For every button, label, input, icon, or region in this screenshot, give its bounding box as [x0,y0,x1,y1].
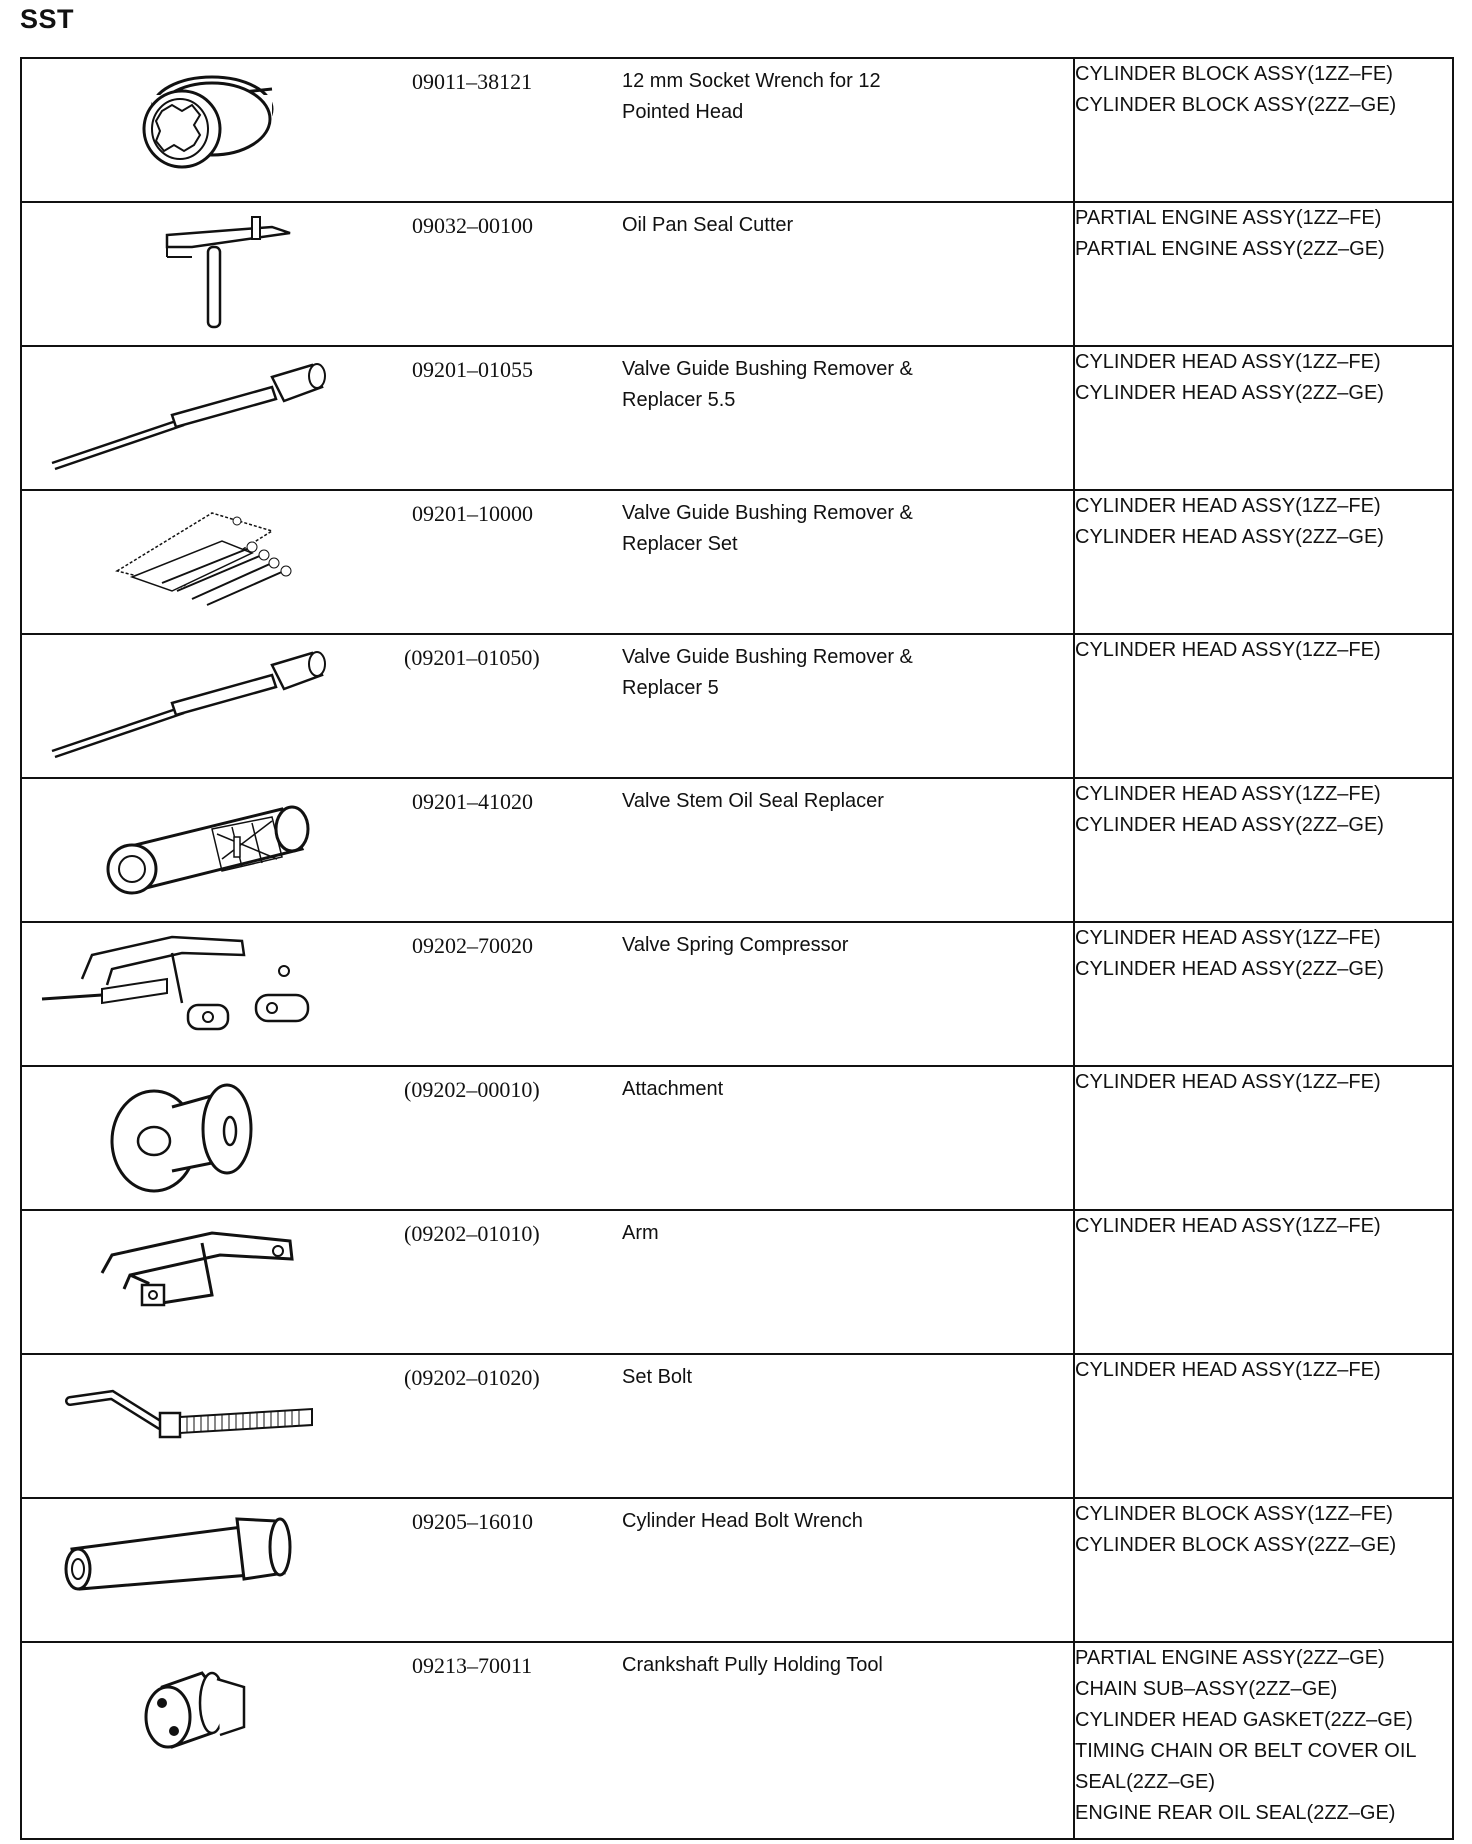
part-number: 09201–41020 [412,789,533,814]
bushing-remover-icon [22,635,362,775]
tool-name: Attachment [622,1078,724,1100]
bushing-remover-icon [22,347,362,487]
table-row [21,490,1453,634]
tool-name: Cylinder Head Bolt Wrench [622,1510,863,1532]
tool-info-cell [21,490,1074,634]
table-row [21,778,1453,922]
applies-to-item: CYLINDER BLOCK ASSY(2ZZ–GE) [1075,1534,1397,1556]
table-row [21,346,1453,490]
table-row [21,922,1453,1066]
applies-to-item: CYLINDER HEAD ASSY(2ZZ–GE) [1075,814,1384,836]
applies-to-item: CYLINDER HEAD ASSY(1ZZ–FE) [1075,351,1381,373]
seal-replacer-icon [22,779,362,919]
tool-name: Valve Guide Bushing Remover & Replacer 5 [622,646,913,699]
applies-to-cell [1074,1354,1453,1498]
part-number: 09202–70020 [412,933,533,958]
tool-info-cell [21,346,1074,490]
part-number: 09011–38121 [412,69,533,94]
tool-info-cell [21,634,1074,778]
applies-to-item: CYLINDER HEAD ASSY(1ZZ–FE) [1075,783,1381,805]
tool-name: 12 mm Socket Wrench for 12 Pointed Head [622,70,881,123]
page-title: SST [20,4,75,34]
set-bolt-icon [22,1355,362,1495]
applies-to-item: TIMING CHAIN OR BELT COVER OIL [1075,1740,1417,1762]
tool-name: Valve Stem Oil Seal Replacer [622,790,884,812]
table-row [21,1210,1453,1354]
tool-info-cell [21,1066,1074,1210]
table-row [21,1066,1453,1210]
tool-name: Set Bolt [622,1366,693,1388]
tool-name: Valve Spring Compressor [622,934,849,956]
tool-name: Oil Pan Seal Cutter [622,214,794,236]
tool-name: Valve Guide Bushing Remover & Replacer 5.5 [622,358,913,411]
tool-info-cell [21,58,1074,202]
part-number: 09213–70011 [412,1653,533,1678]
applies-to-cell [1074,202,1453,346]
applies-to-item: CYLINDER BLOCK ASSY(1ZZ–FE) [1075,1503,1393,1525]
part-number: 09205–16010 [412,1509,533,1534]
table-row [21,1354,1453,1498]
seal-cutter-icon [22,203,362,343]
pulley-holding-tool-icon [22,1643,362,1823]
applies-to-item: ENGINE REAR OIL SEAL(2ZZ–GE) [1075,1802,1396,1824]
applies-to-cell [1074,634,1453,778]
applies-to-item: SEAL(2ZZ–GE) [1075,1771,1216,1793]
applies-to-cell [1074,1498,1453,1642]
table-row [21,1642,1453,1839]
applies-to-item: CYLINDER HEAD ASSY(1ZZ–FE) [1075,639,1381,661]
tool-info-cell [21,202,1074,346]
tool-name: Crankshaft Pully Holding Tool [622,1654,883,1676]
applies-to-item: CHAIN SUB–ASSY(2ZZ–GE) [1075,1678,1338,1700]
table-row [21,1498,1453,1642]
part-number: 09201–01055 [412,357,533,382]
table-row [21,634,1453,778]
applies-to-item: PARTIAL ENGINE ASSY(2ZZ–GE) [1075,1647,1385,1669]
applies-to-item: CYLINDER HEAD ASSY(1ZZ–FE) [1075,1359,1381,1381]
applies-to-cell [1074,922,1453,1066]
applies-to-cell [1074,1642,1453,1839]
applies-to-item: PARTIAL ENGINE ASSY(1ZZ–FE) [1075,207,1382,229]
tool-info-cell [21,1354,1074,1498]
arm-icon [22,1211,362,1351]
tool-info-cell [21,1642,1074,1839]
applies-to-cell [1074,778,1453,922]
bushing-set-icon [22,491,362,631]
table-row [21,202,1453,346]
applies-to-item: CYLINDER HEAD ASSY(1ZZ–FE) [1075,495,1381,517]
applies-to-cell [1074,1066,1453,1210]
applies-to-item: CYLINDER HEAD ASSY(1ZZ–FE) [1075,1071,1381,1093]
socket-wrench-icon [22,59,362,199]
tool-info-cell [21,778,1074,922]
part-number: (09202–01020) [404,1365,540,1390]
applies-to-item: CYLINDER HEAD ASSY(2ZZ–GE) [1075,958,1384,980]
applies-to-item: CYLINDER HEAD ASSY(1ZZ–FE) [1075,1215,1381,1237]
tool-name: Arm [622,1222,659,1244]
sst-table [20,57,1454,1840]
part-number: 09201–10000 [412,501,533,526]
applies-to-cell [1074,490,1453,634]
applies-to-item: CYLINDER BLOCK ASSY(1ZZ–FE) [1075,63,1393,85]
applies-to-cell [1074,58,1453,202]
part-number: 09032–00100 [412,213,533,238]
part-number: (09202–01010) [404,1221,540,1246]
spring-compressor-icon [22,923,362,1063]
applies-to-item: CYLINDER HEAD ASSY(2ZZ–GE) [1075,382,1384,404]
applies-to-item: CYLINDER BLOCK ASSY(2ZZ–GE) [1075,94,1397,116]
applies-to-item: PARTIAL ENGINE ASSY(2ZZ–GE) [1075,238,1385,260]
applies-to-item: CYLINDER HEAD ASSY(1ZZ–FE) [1075,927,1381,949]
table-row [21,58,1453,202]
tool-info-cell [21,1210,1074,1354]
tool-info-cell [21,922,1074,1066]
tool-info-cell [21,1498,1074,1642]
applies-to-item: CYLINDER HEAD ASSY(2ZZ–GE) [1075,526,1384,548]
tool-name: Valve Guide Bushing Remover & Replacer Set [622,502,913,555]
part-number: (09201–01050) [404,645,540,670]
attachment-icon [22,1067,362,1207]
part-number: (09202–00010) [404,1077,540,1102]
bolt-wrench-icon [22,1499,362,1639]
applies-to-item: CYLINDER HEAD GASKET(2ZZ–GE) [1075,1709,1413,1731]
applies-to-cell [1074,1210,1453,1354]
applies-to-cell [1074,346,1453,490]
